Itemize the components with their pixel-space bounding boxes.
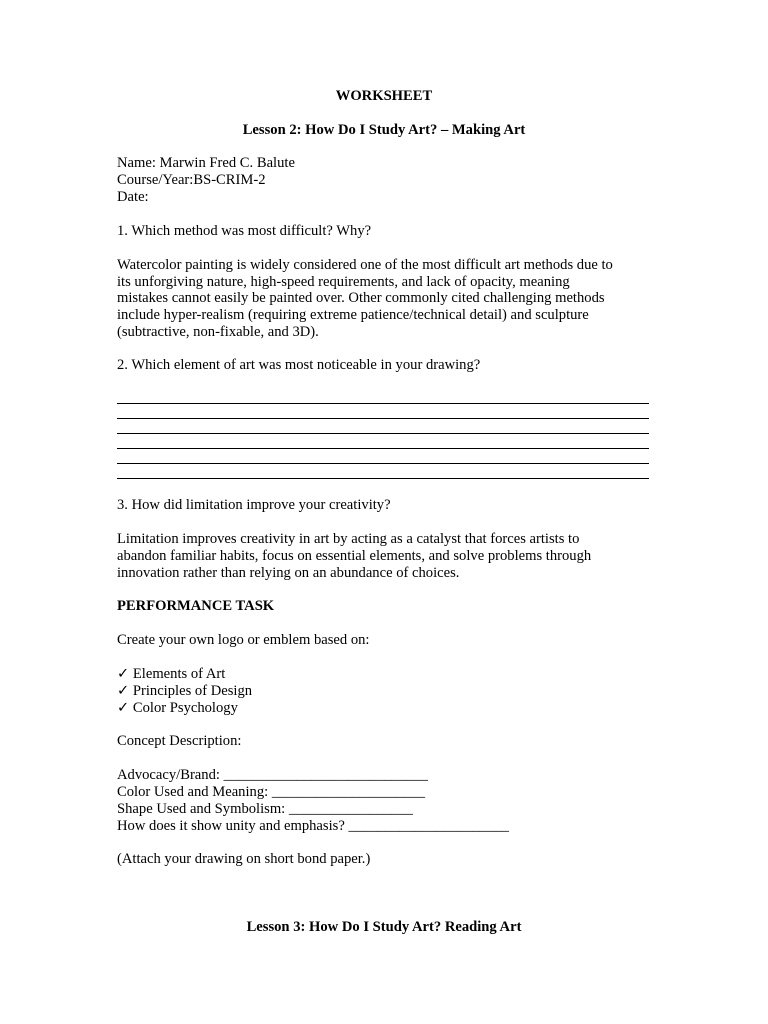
answer-1-line: include hyper-realism (requiring extreme patience/technical detail) and sculpture <box>117 307 589 323</box>
answer-3-line: innovation rather than relying on an abundance of choices. <box>117 565 460 581</box>
answer-1-line: Watercolor painting is widely considered one of the most difficult art methods due to <box>117 257 613 273</box>
answer-blank-line <box>117 433 649 434</box>
lesson-3-heading: Lesson 3: How Do I Study Art? Reading Art <box>246 919 522 935</box>
concept-description-heading: Concept Description: <box>117 733 242 749</box>
concept-field: Color Used and Meaning: _____________________ <box>117 784 426 800</box>
answer-1-line: its unforgiving nature, high-speed requirements, and lack of opacity, meaning <box>117 274 570 290</box>
student-course: Course/Year:BS-CRIM-2 <box>117 172 266 188</box>
concept-field: Advocacy/Brand: ____________________________ <box>117 767 428 783</box>
answer-1-line: (subtractive, non-fixable, and 3D). <box>117 324 319 340</box>
answer-1-line: mistakes cannot easily be painted over. Other commonly cited challenging methods <box>117 290 605 306</box>
question-1: 1. Which method was most difficult? Why? <box>117 223 372 239</box>
checklist-item: ✓ Elements of Art <box>117 666 226 682</box>
answer-blank-line <box>117 403 649 404</box>
concept-field: Shape Used and Symbolism: _________________ <box>117 801 413 817</box>
question-3: 3. How did limitation improve your creativity? <box>117 497 391 513</box>
student-date: Date: <box>117 189 149 205</box>
student-name: Name: Marwin Fred C. Balute <box>117 155 295 171</box>
checklist-item: ✓ Principles of Design <box>117 683 253 699</box>
concept-field: How does it show unity and emphasis? ______________________ <box>117 818 509 834</box>
answer-3-line: Limitation improves creativity in art by acting as a catalyst that forces artists to <box>117 531 580 547</box>
answer-blank-line <box>117 478 649 479</box>
lesson-2-heading: Lesson 2: How Do I Study Art? – Making Art <box>242 122 526 138</box>
answer-blank-line <box>117 463 649 464</box>
attach-note: (Attach your drawing on short bond paper.) <box>117 851 371 867</box>
question-2: 2. Which element of art was most noticeable in your drawing? <box>117 357 481 373</box>
answer-3-line: abandon familiar habits, focus on essential elements, and solve problems through <box>117 548 592 564</box>
checklist-item: ✓ Color Psychology <box>117 700 238 716</box>
performance-intro: Create your own logo or emblem based on: <box>117 632 370 648</box>
performance-task-heading: PERFORMANCE TASK <box>117 598 275 614</box>
answer-blank-line <box>117 448 649 449</box>
worksheet-title: WORKSHEET <box>335 88 433 104</box>
answer-blank-line <box>117 418 649 419</box>
